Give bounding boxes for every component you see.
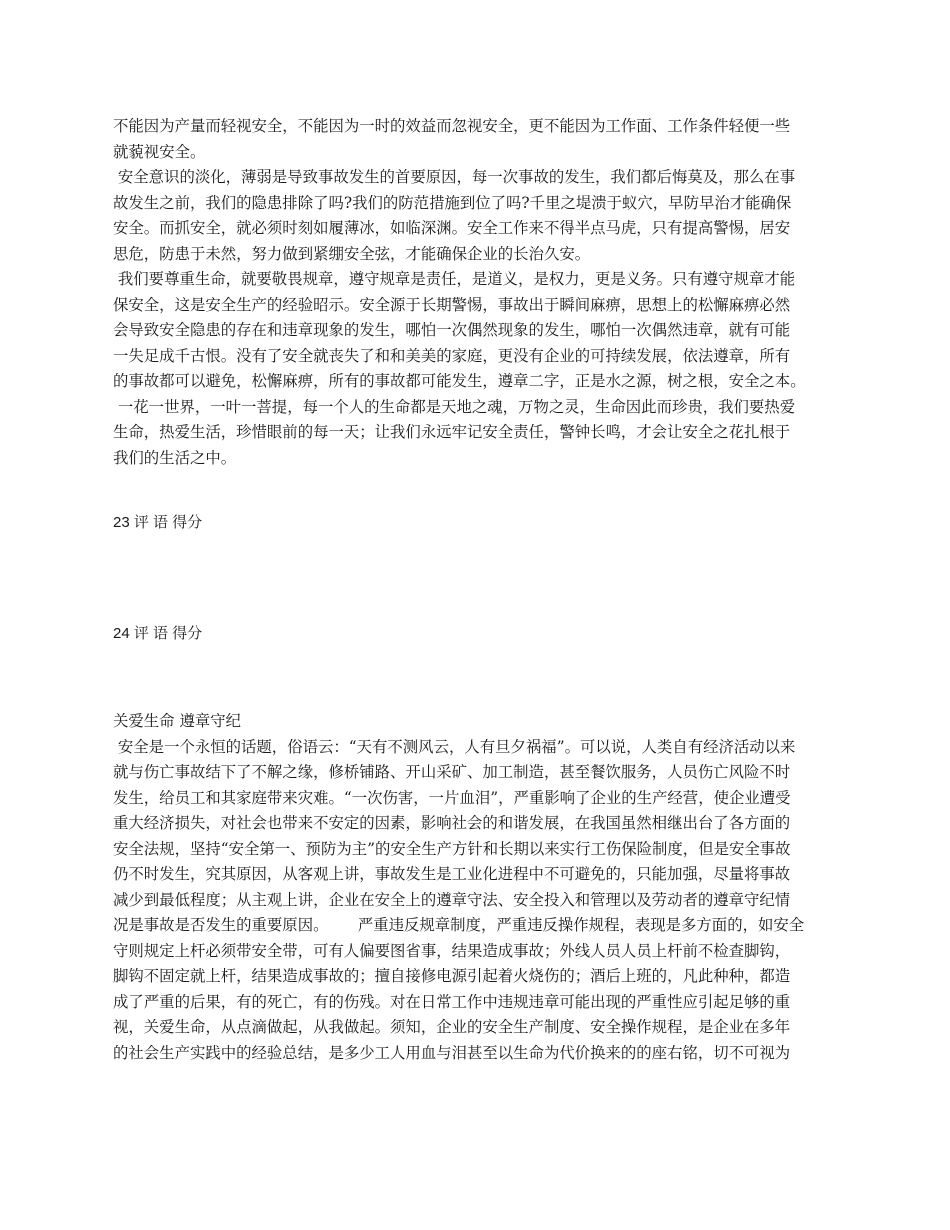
review-heading-23: 23 评 语 得分 [113, 514, 203, 531]
text-line: 安全意识的淡化，薄弱是导致事故发生的首要原因，每一次事故的发生，我们都后悔莫及，那么在事 [113, 168, 796, 186]
text-line: 况是事故是否发生的重要原因。 严重违反规章制度，严重违反操作规程，表现是多方面的，如安全 [113, 916, 805, 934]
text-line: 重大经济损失，对社会也带来不安定的因素，影响社会的和谐发展，在我国虽然相继出台了各方面的 [113, 814, 791, 832]
text-line: 我们的生活之中。 [113, 449, 237, 467]
text-line: 不能因为产量而轻视安全，不能因为一时的效益而忽视安全，更不能因为工作面、工作条件轻便一些 [113, 117, 791, 135]
text-line: 故发生之前，我们的隐患排除了吗?我们的防范措施到位了吗?千里之堤溃于蚁穴，早防早治才能确保 [113, 194, 792, 212]
text-line: 安全。而抓安全，就必须时刻如履薄冰，如临深渊。安全工作来不得半点马虎，只有提高警惕，居安 [113, 219, 791, 237]
text-line: 生命，热爱生活，珍惜眼前的每一天；让我们永远牢记安全责任，警钟长鸣，才会让安全之花扎根于 [113, 423, 791, 441]
text-line: 的事故都可以避免，松懈麻痹，所有的事故都可能发生，遵章二字，正是水之源，树之根，安全之本。 [113, 372, 806, 390]
text-line: 的社会生产实践中的经验总结，是多少工人用血与泪甚至以生命为代价换来的的座右铭，切不可视为 [113, 1044, 791, 1062]
text-line: 脚钩不固定就上杆，结果造成事故的；擅自接修电源引起着火烧伤的；酒后上班的，凡此种种，都造 [113, 967, 791, 985]
text-line: 仍不时发生，究其原因，从客观上讲，事故发生是工业化进程中不可避免的，只能加强，尽量将事故 [113, 865, 791, 883]
text-line: 一失足成千古恨。没有了安全就丧失了和和美美的家庭，更没有企业的可持续发展，依法遵章，所有 [113, 347, 791, 365]
text-line: 保安全，这是安全生产的经验昭示。安全源于长期警惕，事故出于瞬间麻痹，思想上的松懈麻痹必然 [113, 296, 791, 314]
text-line: 就与伤亡事故结下了不解之缘，修桥铺路、开山采矿、加工制造，甚至餐饮服务，人员伤亡风险不时 [113, 763, 791, 781]
text-line: 减少到最低程度；从主观上讲，企业在安全上的遵章守法、安全投入和管理以及劳动者的遵章守纪情 [113, 891, 791, 909]
section-title: 关爱生命 遵章守纪 [113, 712, 242, 730]
text-line: 安全法规，坚持“安全第一、预防为主”的安全生产方针和长期以来实行工伤保险制度，但是安全事故 [113, 840, 791, 858]
text-line: 思危，防患于未然，努力做到紧绷安全弦，才能确保企业的长治久安。 [113, 245, 591, 263]
text-line: 发生，给员工和其家庭带来灾难。“一次伤害，一片血泪”，严重影响了企业的生产经营，使企业遭受 [113, 789, 791, 807]
text-line: 成了严重的后果，有的死亡，有的伤残。对在日常工作中违规违章可能出现的严重性应引起足够的重 [113, 993, 791, 1011]
review-heading-24: 24 评 语 得分 [113, 625, 203, 642]
text-line: 安全是一个永恒的话题，俗语云：“天有不测风云，人有旦夕祸福”。可以说，人类自有经济活动以来 [113, 738, 796, 756]
text-line: 会导致安全隐患的存在和违章现象的发生，哪怕一次偶然现象的发生，哪怕一次偶然违章，就有可能 [113, 321, 791, 339]
text-line: 就藐视安全。 [113, 143, 206, 161]
text-line: 视，关爱生命，从点滴做起，从我做起。须知，企业的安全生产制度、安全操作规程，是企业在多年 [113, 1018, 791, 1036]
text-line: 守则规定上杆必须带安全带，可有人偏要图省事，结果造成事故；外线人员人员上杆前不检查脚钩， [113, 942, 791, 960]
text-line: 我们要尊重生命，就要敬畏规章，遵守规章是责任，是道义，是权力，更是义务。只有遵守规章才能 [113, 270, 796, 288]
text-line: 一花一世界，一叶一菩提，每一个人的生命都是天地之魂，万物之灵，生命因此而珍贵，我们要热爱 [113, 398, 796, 416]
